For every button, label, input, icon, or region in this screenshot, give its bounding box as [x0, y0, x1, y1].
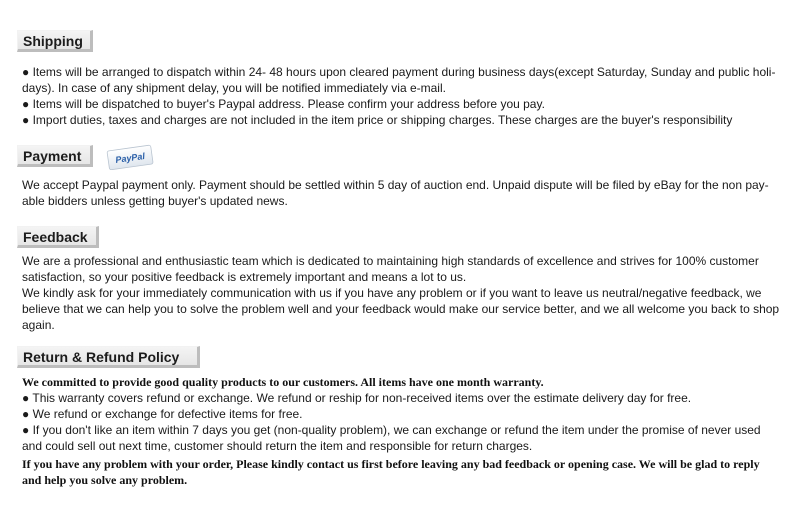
paypal-logo-text: PayPal	[114, 150, 146, 165]
payment-section	[0, 145, 800, 169]
shipping-heading: Shipping	[17, 30, 93, 52]
feedback-paragraph-1: We are a professional and enthusiastic team which is dedicated to maintaining high standards of excellence and strives for 100% customer satisfaction, so your positive feedback is extremely important and means a lot to us.	[22, 254, 759, 284]
refund-bullet-seven-days: ● If you don't like an item within 7 days you get (non-quality problem), we can exchange or refund the item under the promise of never used and could sell out next time, customer should return the item and responsible for return charges.	[22, 423, 761, 453]
shipping-body	[22, 64, 780, 128]
payment-body	[22, 177, 780, 209]
shipping-header-row	[0, 30, 800, 54]
payment-heading: Payment	[17, 145, 93, 167]
refund-intro: We committed to provide good quality products to our customers. All items have one month warranty.	[22, 375, 544, 389]
shipping-bullet-import-duties: ● Import duties, taxes and charges are not included in the item price or shipping charges. These charges are the buyer's responsibility	[22, 113, 733, 127]
feedback-body	[22, 253, 780, 333]
payment-header-row	[0, 145, 800, 169]
paypal-logo-icon	[104, 144, 156, 170]
shipping-section	[0, 30, 800, 54]
feedback-section	[0, 226, 800, 250]
feedback-heading: Feedback	[17, 226, 99, 248]
refund-body	[22, 374, 780, 488]
refund-closing: If you have any problem with your order, Please kindly contact us first before leaving any bad feedback or opening case. We will be glad to reply and help you solve any problem.	[22, 457, 760, 487]
payment-text: We accept Paypal payment only. Payment should be settled within 5 day of auction end. Unpaid dispute will be filed by eBay for the non pay-able bidders unless getting buyer's updated news.	[22, 178, 769, 208]
refund-bullet-defective: ● We refund or exchange for defective items for free.	[22, 407, 303, 421]
shipping-bullet-dispatch-time: ● Items will be arranged to dispatch within 24- 48 hours upon cleared payment during business days(except Saturday, Sunday and public holi-days). In case of any shipment delay, you will be notified immediately via e-mail.	[22, 65, 776, 95]
feedback-paragraph-2: We kindly ask for your immediately communication with us if you have any problem or if you want to leave us neutral/negative feedback, we believe that we can help you to solve the problem well and your feedback would make our service better, and we all welcome you back to shop again.	[22, 286, 780, 332]
feedback-header-row	[0, 226, 800, 250]
refund-bullet-warranty: ● This warranty covers refund or exchange. We refund or reship for non-received items over the estimate delivery day for free.	[22, 391, 692, 405]
shipping-bullet-address: ● Items will be dispatched to buyer's Paypal address. Please confirm your address before you pay.	[22, 97, 545, 111]
refund-heading: Return & Refund Policy	[17, 346, 200, 368]
refund-section	[0, 346, 800, 370]
refund-header-row	[0, 346, 800, 370]
